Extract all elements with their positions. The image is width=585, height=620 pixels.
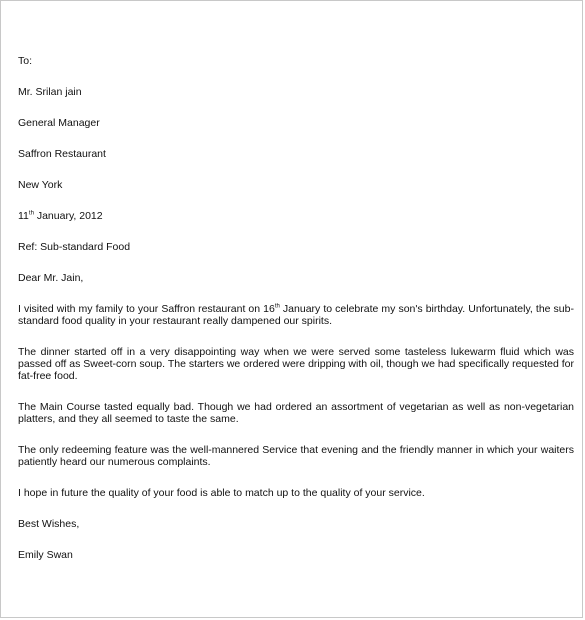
- closing: Best Wishes,: [18, 518, 80, 530]
- paragraph-3: The Main Course tasted equally bad. Though we had ordered an assortment of vegetarian as well as non-vegetarian platters, and they all seemed to taste the same.: [18, 401, 574, 425]
- salutation: Dear Mr. Jain,: [18, 272, 84, 284]
- recipient-title: General Manager: [18, 117, 100, 129]
- signature-name: Emily Swan: [18, 549, 73, 561]
- company-name: Saffron Restaurant: [18, 148, 106, 160]
- letter-date: [18, 210, 574, 222]
- paragraph-1-part2: January to celebrate my son's birthday. Unfortunately, the sub-standard food quality in your restaurant really dampened our spirits.: [18, 303, 574, 327]
- date-day: 11: [18, 210, 29, 222]
- paragraph-5: I hope in future the quality of your food is able to match up to the quality of your service.: [18, 487, 425, 499]
- to-label: To:: [18, 55, 33, 67]
- letter-body: [18, 55, 574, 561]
- recipient-name: Mr. Srilan jain: [18, 86, 82, 98]
- date-rest: January, 2012: [33, 210, 103, 222]
- paragraph-1-suffix: th: [274, 303, 280, 310]
- reference-line: Ref: Sub-standard Food: [18, 241, 131, 253]
- city: New York: [18, 179, 63, 191]
- paragraph-2: The dinner started off in a very disappointing way when we were served some tasteless lukewarm fluid which was passed off as Sweet-corn soup. The starters we ordered were dripping with oil, though we had specifically requested for fat-free food.: [18, 346, 574, 382]
- date-day-suffix: th: [28, 210, 34, 217]
- paragraph-4: The only redeeming feature was the well-mannered Service that evening and the friendly manner in which your waiters patiently heard our numerous complaints.: [18, 444, 574, 468]
- paragraph-1-part1: I visited with my family to your Saffron restaurant on 16: [18, 303, 275, 315]
- paragraph-1: [18, 303, 574, 327]
